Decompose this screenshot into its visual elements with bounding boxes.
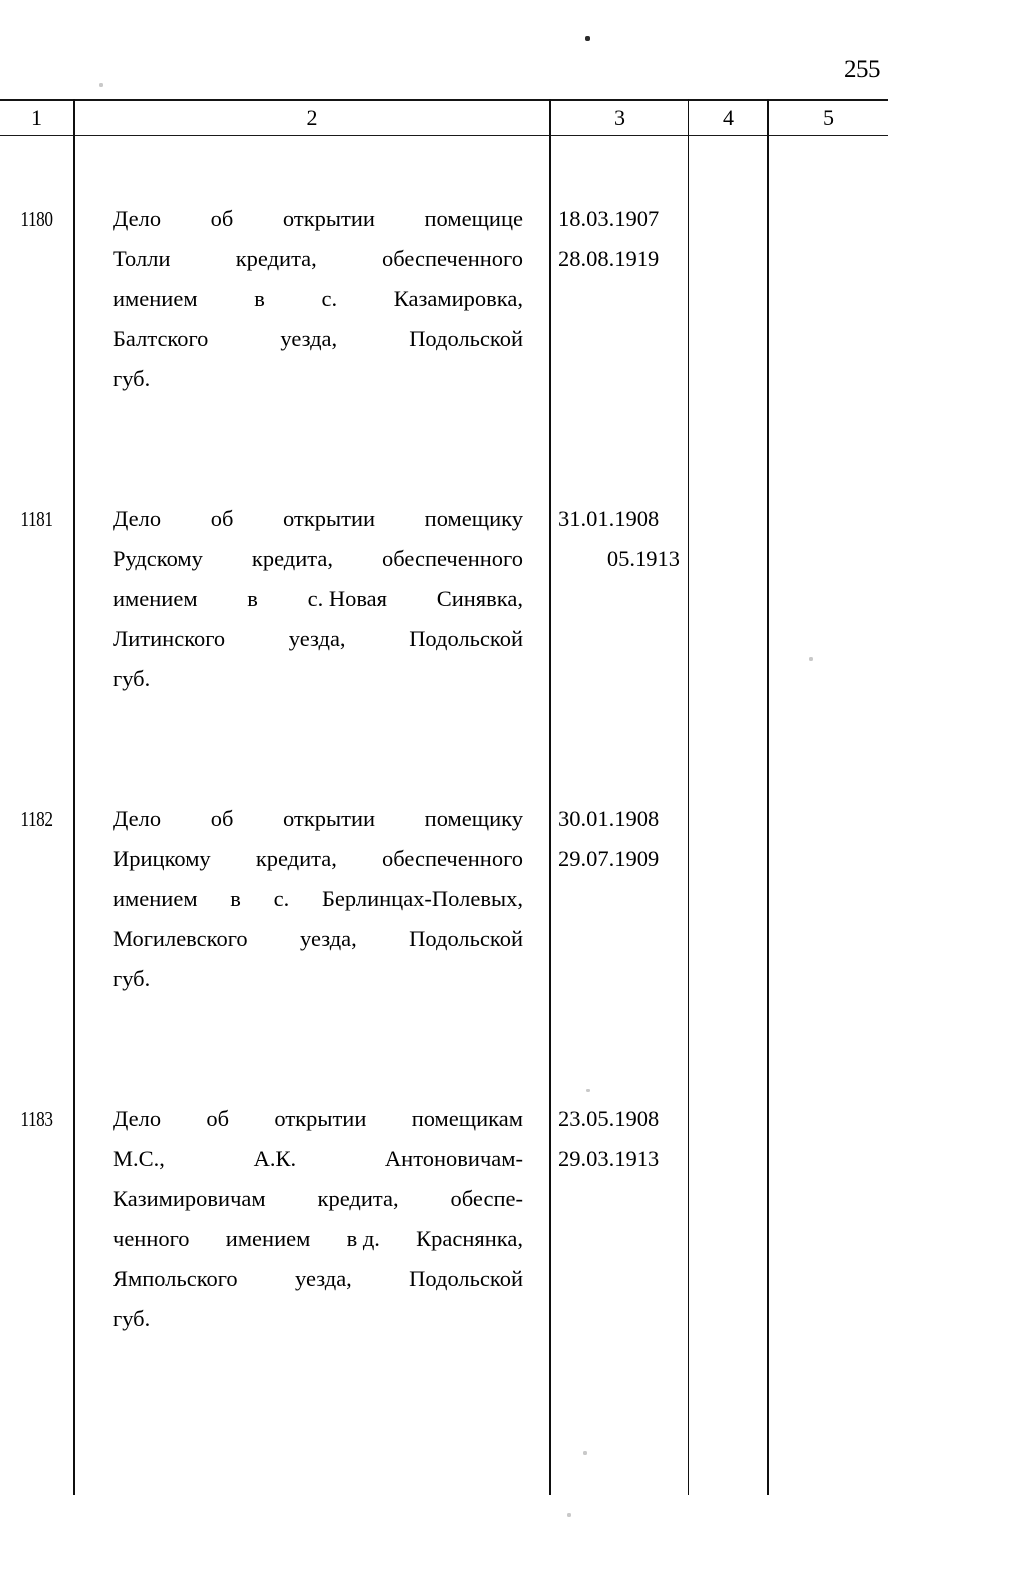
- desc-line: Литинского уезда, Подольской: [113, 626, 523, 651]
- page-number: 255: [844, 56, 880, 83]
- date-start: 18.03.1907: [558, 206, 660, 231]
- row-dates: [558, 199, 680, 279]
- desc-line: имением в с. Казамировка,: [113, 286, 523, 311]
- date-start: 30.01.1908: [558, 806, 660, 831]
- date-end: 29.03.1913: [558, 1146, 660, 1171]
- date-start: 23.05.1908: [558, 1106, 660, 1131]
- column-header-4: 4: [723, 105, 734, 130]
- scan-speck: [99, 83, 103, 87]
- row-number: 1181: [20, 507, 53, 531]
- desc-line: М.С., А.К. Антоновичам-: [113, 1146, 523, 1171]
- scan-speck: [585, 36, 590, 41]
- date-end: 29.07.1909: [558, 846, 660, 871]
- desc-line: Дело об открытии помещице: [113, 206, 523, 231]
- desc-line: Дело об открытии помещику: [113, 806, 523, 831]
- column-header-3: 3: [614, 105, 625, 130]
- desc-line: Ирицкому кредита, обеспеченного: [113, 846, 523, 871]
- desc-line: Балтского уезда, Подольской: [113, 326, 523, 351]
- column-divider-2-3: [549, 99, 551, 1495]
- row-number: 1182: [20, 807, 53, 831]
- desc-line: Ямпольского уезда, Подольской: [113, 1266, 523, 1291]
- desc-line: ченного имением в д. Краснянка,: [113, 1226, 523, 1251]
- row-number: 1183: [20, 1107, 53, 1131]
- table-header-rule: [0, 135, 888, 136]
- date-start: 31.01.1908: [558, 506, 660, 531]
- row-description: [113, 199, 523, 399]
- desc-line: Дело об открытии помещикам: [113, 1106, 523, 1131]
- desc-line: губ.: [113, 966, 151, 991]
- desc-line: имением в с. Берлинцах-Полевых,: [113, 886, 523, 911]
- column-divider-1-2: [73, 99, 75, 1495]
- row-dates: [558, 499, 680, 579]
- desc-line: губ.: [113, 366, 151, 391]
- desc-line: имением в с. Новая Синявка,: [113, 586, 523, 611]
- row-description: [113, 499, 523, 699]
- column-divider-3-4: [688, 99, 689, 1495]
- desc-line: Могилевского уезда, Подольской: [113, 926, 523, 951]
- column-divider-4-5: [767, 99, 769, 1495]
- row-dates: [558, 1099, 680, 1179]
- row-number: 1180: [20, 207, 53, 231]
- row-description: [113, 1099, 523, 1339]
- desc-line: губ.: [113, 666, 151, 691]
- row-dates: [558, 799, 680, 879]
- desc-line: Дело об открытии помещику: [113, 506, 523, 531]
- desc-line: губ.: [113, 1306, 151, 1331]
- desc-line: Толли кредита, обеспеченного: [113, 246, 523, 271]
- column-header-5: 5: [823, 105, 834, 130]
- column-header-1: 1: [31, 105, 42, 130]
- desc-line: Казимировичам кредита, обеспе-: [113, 1186, 523, 1211]
- row-description: [113, 799, 523, 999]
- desc-line: Рудскому кредита, обеспеченного: [113, 546, 523, 571]
- scan-speck: [567, 1513, 571, 1517]
- table-top-rule: [0, 99, 888, 101]
- column-header-2: 2: [306, 105, 318, 130]
- date-end: 05.1913: [606, 546, 680, 571]
- date-end: 28.08.1919: [558, 246, 660, 271]
